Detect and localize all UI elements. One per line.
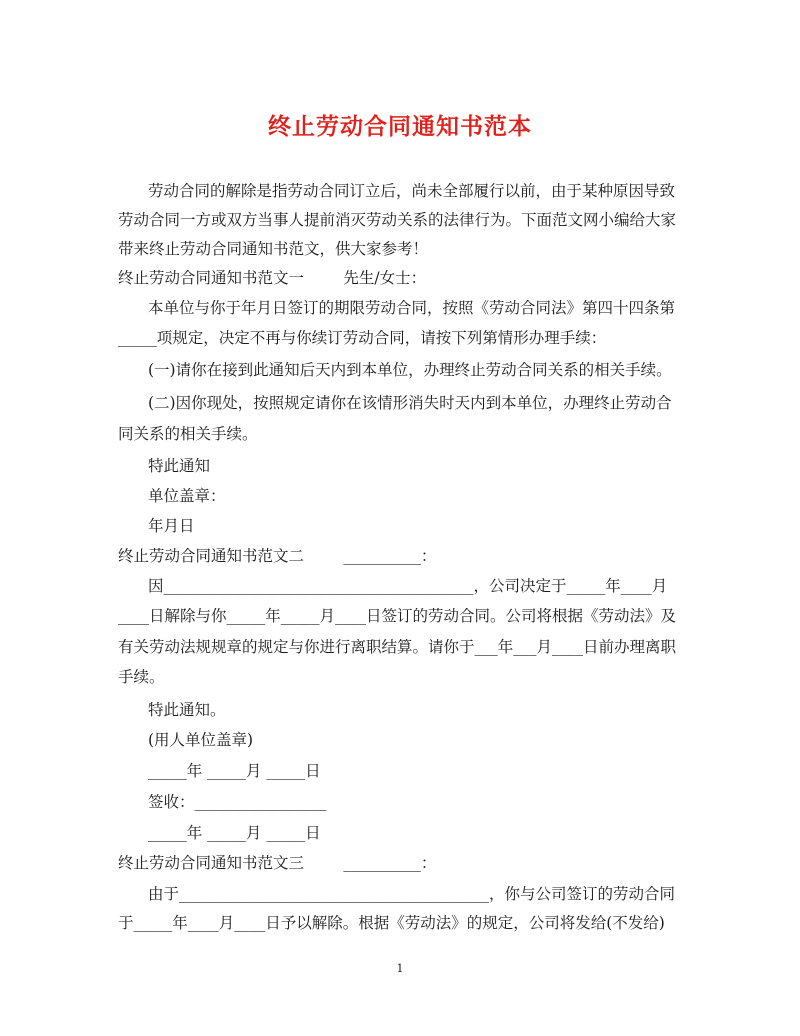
page-number: 1 [396,962,404,975]
intro-line-2: 劳动合同一方或双方当事人提前消灭劳动关系的法律行为。下面范文网小编给大家 [118,211,677,229]
sample-two-notice: 特此通知。 [148,701,226,719]
sample-three-line-2: 于_____年____月____日予以解除。根据《劳动法》的规定，公司将发给(不发给) [118,914,665,932]
sample-one-notice: 特此通知 [148,457,211,475]
sample-two-date-1: _____年 _____月 _____日 [148,762,321,780]
sample-two-line-1: 因________________________________________，公司决定于_____年____月 [148,577,668,595]
sample-two-heading: 终止劳动合同通知书范文二 __________： [118,547,437,565]
sample-two-line-3: 有关劳动法规规章的规定与你进行离职结算。请你于___年___月____日前办理离职 [118,638,677,656]
intro-line-1: 劳动合同的解除是指劳动合同订立后，尚未全部履行以前，由于某种原因导致 [148,182,676,200]
sample-two-date-2: _____年 _____月 _____日 [148,824,321,842]
sample-one-line-2: _____项规定，决定不再与你续订劳动合同，请按下列第情形办理手续： [118,329,607,347]
sample-one-heading: 终止劳动合同通知书范文一 先生/女士： [118,269,427,287]
sample-two-line-4: 手续。 [118,668,165,686]
sample-one-item-2: (二)因你现处，按照规定请你在该情形消失时天内到本单位，办理终止劳动合 [148,394,672,412]
sample-one-line-1: 本单位与你于年月日签订的期限劳动合同，按照《劳动合同法》第四十四条第 [148,299,676,317]
sample-three-line-1: 由于________________________________________，你与公司签订的劳动合同 [148,885,676,903]
sample-one-date: 年月日 [148,517,195,535]
sample-one-item-2-cont: 同关系的相关手续。 [118,425,258,443]
sample-one-seal: 单位盖章： [148,487,226,505]
sample-three-heading: 终止劳动合同通知书范文三 __________： [118,854,437,872]
sample-two-line-2: ____日解除与你_____年_____月____日签订的劳动合同。公司将根据《劳动法》及 [118,607,677,625]
sample-two-seal: (用人单位盖章) [148,731,254,749]
document-title: 终止劳动合同通知书范本 [268,113,532,140]
sample-two-receipt: 签收：_________________ [148,793,327,811]
intro-line-3: 带来终止劳动合同通知书范文，供大家参考！ [118,240,429,258]
sample-one-item-1: (一)请你在接到此通知后天内到本单位，办理终止劳动合同关系的相关手续。 [148,361,672,379]
